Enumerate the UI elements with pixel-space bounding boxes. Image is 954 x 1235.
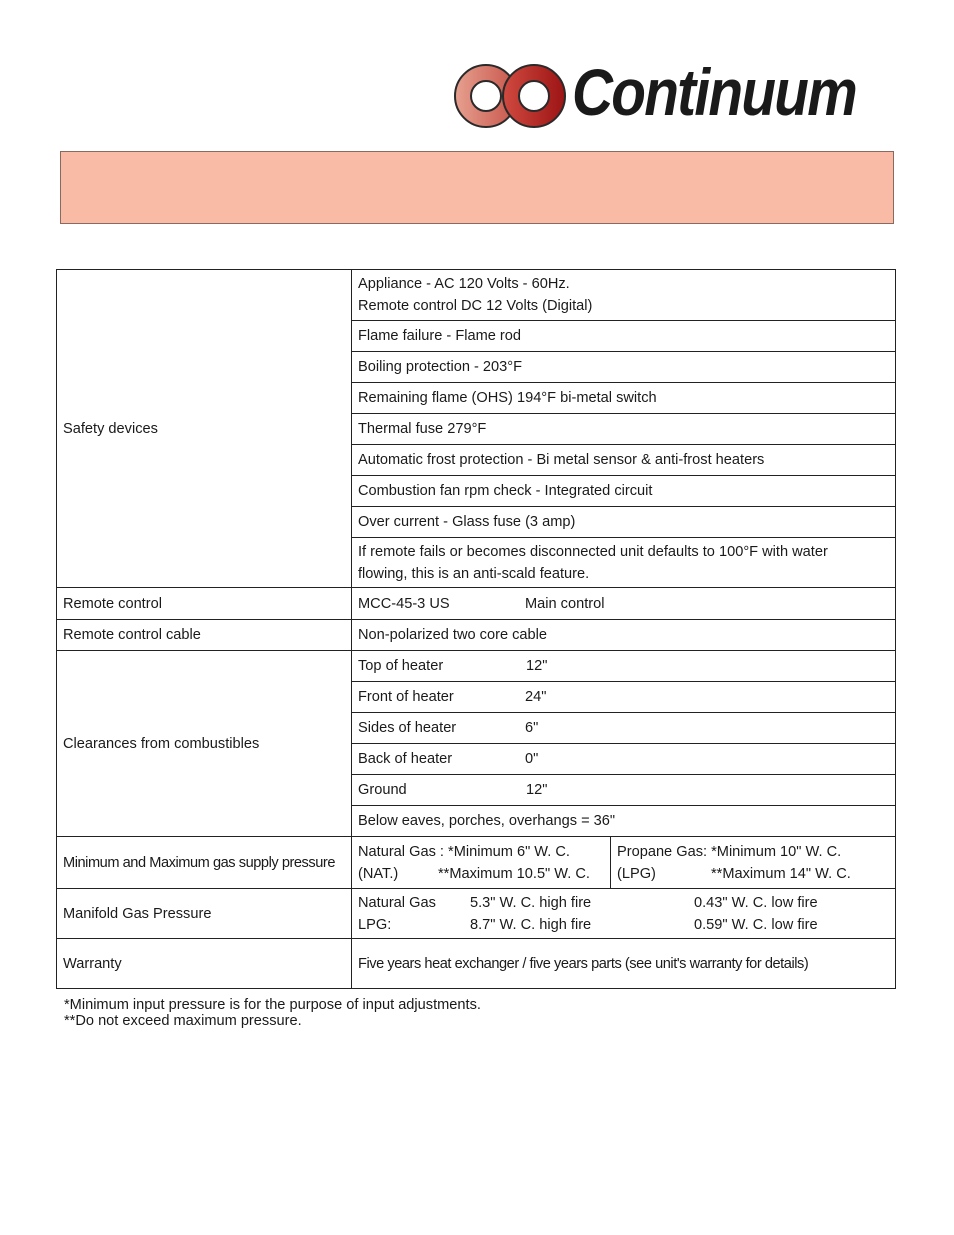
safety-remote-fail-line1: If remote fails or becomes disconnected unit defaults to 100°F with water: [358, 543, 828, 560]
warranty-value: Five years heat exchanger / five years parts (see unit's warranty for details): [352, 939, 896, 989]
gas-supply-split: [352, 837, 895, 888]
gas-supply-natural: [352, 837, 611, 888]
manifold-low: 0.43" W. C. low fire: [694, 894, 818, 911]
manifold-gas: LPG:: [358, 916, 392, 933]
clearance-value: 24": [525, 689, 547, 705]
manifold-row: [358, 914, 889, 936]
safety-appliance-line2: Remote control DC 12 Volts (Digital): [358, 298, 593, 314]
safety-remote-fail: [352, 538, 896, 588]
safety-remaining-flame: Remaining flame (OHS) 194°F bi-metal switch: [352, 383, 896, 414]
safety-appliance-line1: Appliance - AC 120 Volts - 60Hz.: [358, 276, 570, 292]
manifold-high: 5.3" W. C. high fire: [470, 894, 592, 911]
manifold-high: 8.7" W. C. high fire: [470, 916, 592, 933]
safety-devices-label: Safety devices: [57, 270, 352, 588]
clearance-value: 12": [526, 782, 548, 798]
remote-cable-label: Remote control cable: [57, 620, 352, 651]
gas-lpg-line2-b: **Maximum 14" W. C.: [711, 865, 851, 882]
clearance-name: Sides of heater: [358, 720, 457, 736]
clearances-label: Clearances from combustibles: [57, 651, 352, 837]
gas-nat-line2-a: (NAT.): [358, 865, 399, 882]
remote-control-desc: Main control: [525, 595, 605, 612]
clearance-row: [352, 682, 896, 713]
safety-thermal-fuse: Thermal fuse 279°F: [352, 414, 896, 445]
safety-remote-fail-line2: flowing, this is an anti-scald feature.: [358, 565, 590, 582]
safety-fan: Combustion fan rpm check - Integrated circuit: [352, 476, 896, 507]
header-banner: [60, 151, 894, 224]
manifold-gas: Natural Gas: [358, 894, 436, 911]
safety-overcurrent: Over current - Glass fuse (3 amp): [352, 507, 896, 538]
clearance-row: [352, 713, 896, 744]
footnote-maximum: **Do not exceed maximum pressure.: [64, 1013, 302, 1029]
clearance-value: 6": [525, 720, 539, 736]
safety-appliance-cell: [352, 270, 896, 321]
safety-boiling: Boiling protection - 203°F: [352, 352, 896, 383]
footnote-minimum: *Minimum input pressure is for the purpose of input adjustments.: [64, 997, 481, 1013]
clearance-name: Ground: [358, 782, 407, 798]
safety-frost: Automatic frost protection - Bi metal sensor & anti-frost heaters: [352, 445, 896, 476]
clearance-name: Top of heater: [358, 658, 444, 674]
continuum-logo: [452, 56, 898, 130]
manifold-value: [352, 889, 896, 939]
gas-nat-line2-b: **Maximum 10.5" W. C.: [438, 865, 590, 882]
clearance-name: Front of heater: [358, 689, 454, 705]
warranty-label: Warranty: [57, 939, 352, 989]
clearance-value: 12": [526, 658, 548, 674]
manifold-label: Manifold Gas Pressure: [57, 889, 352, 939]
gas-supply-cell: [352, 837, 896, 889]
remote-control-model: MCC-45-3 US: [358, 595, 450, 612]
clearance-value: 0": [525, 751, 539, 767]
clearance-row: [352, 651, 896, 682]
gas-lpg-line1: Propane Gas: *Minimum 10" W. C.: [617, 843, 842, 860]
logo-wordmark: Continuum: [572, 55, 857, 129]
clearance-eaves: Below eaves, porches, overhangs = 36": [352, 806, 896, 837]
clearance-name: Back of heater: [358, 751, 453, 767]
footnotes: [64, 997, 481, 1029]
safety-flame-failure: Flame failure - Flame rod: [352, 321, 896, 352]
spec-table: [56, 269, 896, 989]
gas-nat-line1: Natural Gas : *Minimum 6" W. C.: [358, 843, 570, 860]
manifold-low: 0.59" W. C. low fire: [694, 916, 818, 933]
gas-supply-propane: [611, 837, 896, 888]
manifold-row: [358, 892, 889, 914]
remote-cable-value: Non-polarized two core cable: [352, 620, 896, 651]
clearance-row: [352, 775, 896, 806]
clearance-row: [352, 744, 896, 775]
gas-lpg-line2-a: (LPG): [617, 865, 656, 882]
logo-rings-icon: [452, 62, 570, 130]
remote-control-label: Remote control: [57, 588, 352, 620]
gas-supply-label: Minimum and Maximum gas supply pressure: [57, 837, 352, 889]
remote-control-value: [352, 588, 896, 620]
